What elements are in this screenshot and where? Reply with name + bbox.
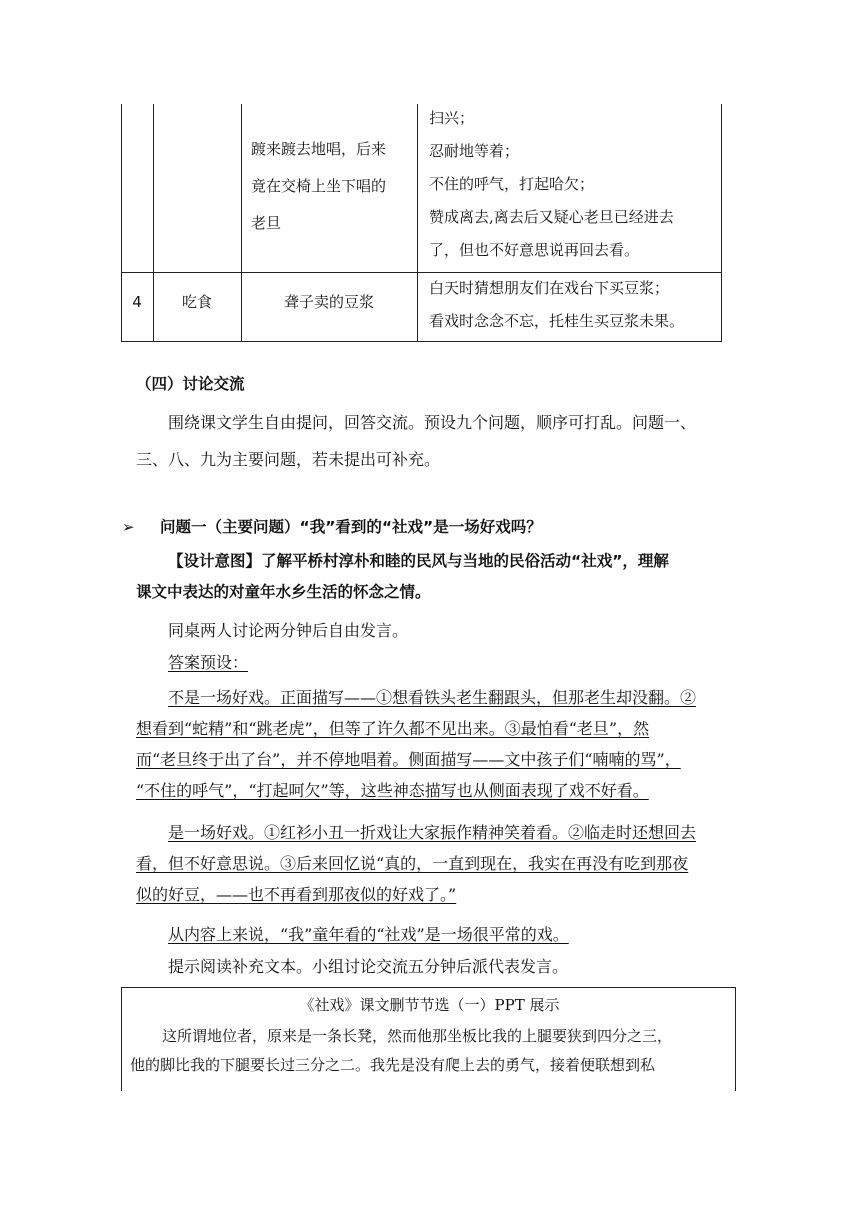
section-heading: （四）讨论交流 (136, 375, 245, 393)
answer-conclusion: 从内容上来说，“我”童年看的“社戏”是一场很平常的戏。 (168, 925, 569, 944)
answer-not-good: 不是一场好戏。正面描写——①想看铁头老生翻跟头，但那老生却没翻。② 想看到“蛇精”和“跳老虎”，但等了许久都不见出来。③最怕看“老旦”，然 而“老旦终于出了台”，并不停地唱着。侧面描写——文中孩子们“喃喃的骂”， “不住的呼气”，“打起呵欠”等，这些神态描写也从侧面表现了戏不好看。 (136, 688, 697, 800)
answer-label: 答案预设： (168, 653, 249, 672)
table-row-2-number: 4 (132, 293, 142, 311)
answer-good: 是一场好戏。①红衫小丑一折戏让大家振作精神笑着看。②临走时还想回去 看，但不好意思说。③后来回忆说“真的，一直到现在，我实在再没有吃到那夜 似的好豆，——也不再看到那夜似的好戏了。” (136, 823, 697, 904)
bullet-arrow-icon: ➢ (122, 518, 135, 536)
discussion-instruction: 同桌两人讨论两分钟后自由发言。 (168, 621, 409, 640)
table-row-2-category: 吃食 (181, 293, 212, 311)
table-row-2-feelings: 白天时猜想朋友们在戏台下买豆浆； 看戏时念念不忘，托桂生买豆浆未果。 (429, 279, 685, 330)
design-intent: 【设计意图】了解平桥村淳朴和睦的民风与当地的民俗活动“社戏”，理解 课文中表达的对童年水乡生活的怀念之情。 (136, 552, 669, 601)
table-row-1-content: 踱来踱去地唱，后来 竟在交椅上坐下唱的 老旦 (251, 140, 387, 232)
excerpt-box (121, 987, 736, 1091)
excerpt-title: 《社戏》课文删节节选（一）PPT 展示 (299, 996, 560, 1014)
section-intro: 围绕课文学生自由提问，回答交流。预设九个问题，顺序可打乱。问题一、 三、八、九为主要问题，若未提出可补充。 (136, 413, 697, 469)
table-row-2-content: 聋子卖的豆浆 (283, 293, 374, 311)
reading-hint-visible: 提示阅读补充文本。小组讨论交流五分钟后派代表发言。 (168, 957, 569, 976)
excerpt-text: 这所谓地位者，原来是一条长凳，然而他那坐板比我的上腿要狭到四分之三， 他的脚比我的下腿要长过三分之二。我先是没有爬上去的勇气，接着便联想到私 (130, 1027, 673, 1074)
question-title: 问题一（主要问题）“我”看到的“社戏”是一场好戏吗？ (160, 518, 542, 536)
table-row-1-feelings: 扫兴； 忍耐地等着； 不住的呼气，打起哈欠； 赞成离去,离去后又疑心老旦已经进去 了，但也不好意思说再回去看。 (429, 109, 674, 259)
activity-table (121, 104, 722, 342)
